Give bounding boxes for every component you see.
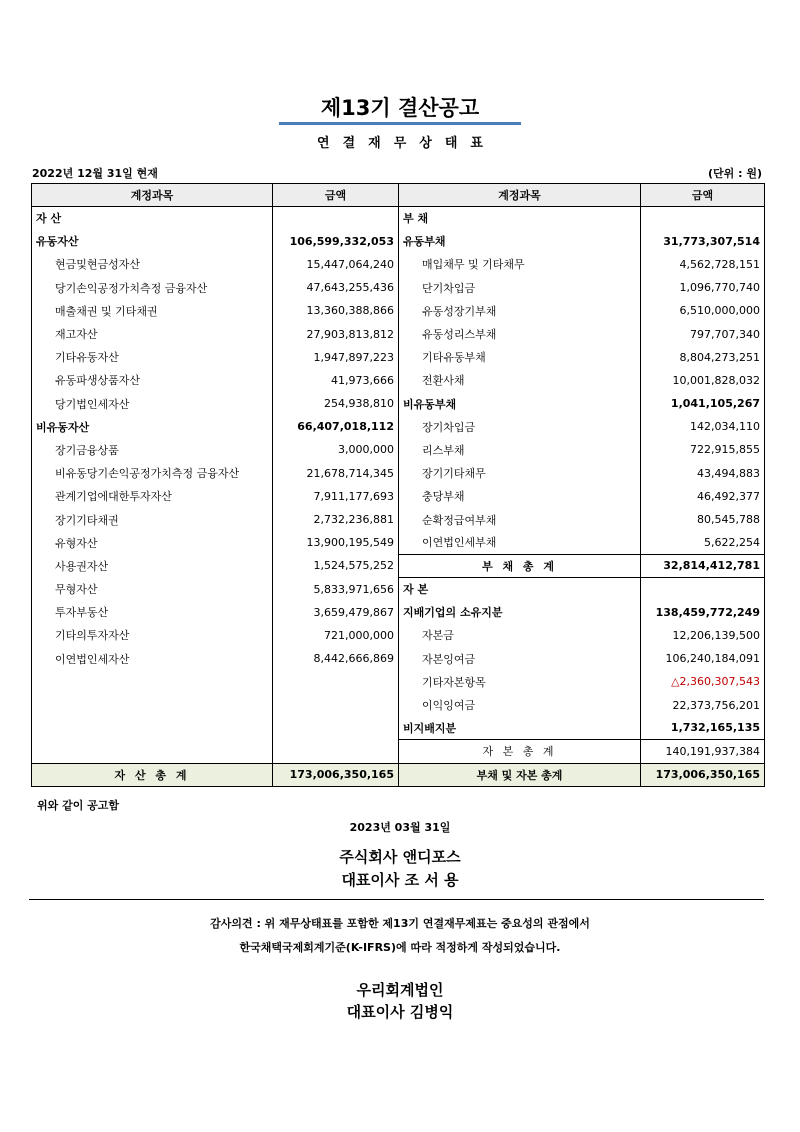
table-row bbox=[32, 670, 765, 693]
table-row bbox=[32, 554, 765, 577]
table-row bbox=[32, 299, 765, 322]
amount-right: 106,240,184,091 bbox=[641, 647, 765, 670]
account-left: 무형자산 bbox=[32, 578, 273, 601]
amount-left: 13,900,195,549 bbox=[273, 531, 399, 554]
account-right: 자본금 bbox=[399, 624, 641, 647]
account-left: 투자부동산 bbox=[32, 601, 273, 624]
table-row bbox=[32, 717, 765, 740]
account-left: 관계기업에대한투자자산 bbox=[32, 485, 273, 508]
account-right: 비지배지분 bbox=[399, 717, 641, 740]
amount-right bbox=[641, 578, 765, 601]
amount-right: 43,494,883 bbox=[641, 462, 765, 485]
amount-right: 6,510,000,000 bbox=[641, 299, 765, 322]
company-ceo: 대표이사 조 서 용 bbox=[341, 871, 459, 889]
amount-left: 1,524,575,252 bbox=[273, 554, 399, 577]
amount-left: 8,442,666,869 bbox=[273, 647, 399, 670]
account-left: 자 산 bbox=[32, 207, 273, 230]
account-left: 당기법인세자산 bbox=[32, 392, 273, 415]
amount-right: 142,034,110 bbox=[641, 415, 765, 438]
table-row bbox=[32, 601, 765, 624]
as-of-date: 2022년 12월 31일 현재 bbox=[32, 167, 158, 180]
account-right: 충당부채 bbox=[399, 485, 641, 508]
amount-left bbox=[273, 717, 399, 740]
amount-right: 10,001,828,032 bbox=[641, 369, 765, 392]
account-right: 단기차입금 bbox=[399, 276, 641, 299]
amount-right: 1,096,770,740 bbox=[641, 276, 765, 299]
amount-right: △2,360,307,543 bbox=[641, 670, 765, 693]
amount-left: 106,599,332,053 bbox=[273, 230, 399, 253]
amount-left bbox=[273, 207, 399, 230]
account-right: 장기차입금 bbox=[399, 415, 641, 438]
account-left: 기타의투자자산 bbox=[32, 624, 273, 647]
company-block bbox=[0, 846, 800, 892]
equity-total-label: 자 본 총 계 bbox=[399, 740, 641, 763]
account-left: 유동파생상품자산 bbox=[32, 369, 273, 392]
table-row bbox=[32, 693, 765, 716]
table-row bbox=[32, 485, 765, 508]
amount-left: 27,903,813,812 bbox=[273, 322, 399, 345]
account-right: 유동성장기부채 bbox=[399, 299, 641, 322]
amount-left: 7,911,177,693 bbox=[273, 485, 399, 508]
table-row bbox=[32, 508, 765, 531]
amount-right: 22,373,756,201 bbox=[641, 693, 765, 716]
unit-label: (단위 : 원) bbox=[708, 167, 762, 180]
equity-total-amount: 140,191,937,384 bbox=[641, 740, 765, 763]
account-right: 비유동부채 bbox=[399, 392, 641, 415]
amount-right: 31,773,307,514 bbox=[641, 230, 765, 253]
account-right: 장기기타채무 bbox=[399, 462, 641, 485]
account-right: 지배기업의 소유지분 bbox=[399, 601, 641, 624]
table-row bbox=[32, 346, 765, 369]
account-right: 자 본 bbox=[399, 578, 641, 601]
account-right: 유동부채 bbox=[399, 230, 641, 253]
header-amount-left: 금액 bbox=[273, 184, 399, 207]
account-left: 재고자산 bbox=[32, 322, 273, 345]
amount-left: 3,000,000 bbox=[273, 438, 399, 461]
account-right: 기타자본항목 bbox=[399, 670, 641, 693]
table-row bbox=[32, 392, 765, 415]
amount-right: 1,732,165,135 bbox=[641, 717, 765, 740]
assets-total-amount: 173,006,350,165 bbox=[273, 763, 399, 786]
account-left: 유형자산 bbox=[32, 531, 273, 554]
amount-left: 254,938,810 bbox=[273, 392, 399, 415]
auditor-ceo: 대표이사 김병익 bbox=[346, 1003, 454, 1021]
account-left: 유동자산 bbox=[32, 230, 273, 253]
amount-left: 41,973,666 bbox=[273, 369, 399, 392]
amount-left bbox=[273, 670, 399, 693]
amount-right bbox=[641, 207, 765, 230]
table-row bbox=[32, 624, 765, 647]
liabilities-total-label: 부 채 총 계 bbox=[399, 554, 641, 577]
account-left: 이연법인세자산 bbox=[32, 647, 273, 670]
table-header bbox=[32, 184, 765, 207]
account-left: 장기금융상품 bbox=[32, 438, 273, 461]
account-right: 유동성리스부채 bbox=[399, 322, 641, 345]
liabilities-equity-total-amount: 173,006,350,165 bbox=[641, 763, 765, 786]
account-left: 당기손익공정가치측정 금융자산 bbox=[32, 276, 273, 299]
amount-right: 1,041,105,267 bbox=[641, 392, 765, 415]
amount-left: 5,833,971,656 bbox=[273, 578, 399, 601]
header-account-right: 계정과목 bbox=[399, 184, 641, 207]
account-right: 부 채 bbox=[399, 207, 641, 230]
table-row bbox=[32, 207, 765, 230]
account-left: 장기기타채권 bbox=[32, 508, 273, 531]
account-left bbox=[32, 717, 273, 740]
table-row bbox=[32, 369, 765, 392]
amount-left: 21,678,714,345 bbox=[273, 462, 399, 485]
table-row bbox=[32, 462, 765, 485]
amount-left: 721,000,000 bbox=[273, 624, 399, 647]
title-underline bbox=[279, 122, 521, 125]
account-left: 비유동당기손익공정가치측정 금융자산 bbox=[32, 462, 273, 485]
page-title: 제13기 결산공고 bbox=[320, 96, 480, 120]
notice-date: 2023년 03월 31일 bbox=[349, 821, 451, 834]
amount-right: 797,707,340 bbox=[641, 322, 765, 345]
table-row bbox=[32, 276, 765, 299]
header-account-left: 계정과목 bbox=[32, 184, 273, 207]
account-left: 현금및현금성자산 bbox=[32, 253, 273, 276]
amount-right: 722,915,855 bbox=[641, 438, 765, 461]
table-row bbox=[32, 253, 765, 276]
account-left bbox=[32, 693, 273, 716]
assets-total-label: 자 산 총 계 bbox=[32, 763, 273, 786]
account-left: 기타유동자산 bbox=[32, 346, 273, 369]
amount-left bbox=[273, 693, 399, 716]
table-row bbox=[32, 415, 765, 438]
audit-line-2: 한국채택국제회계기준(K-IFRS)에 따라 적정하게 작성되었습니다. bbox=[239, 941, 561, 954]
account-right: 매입채무 및 기타채무 bbox=[399, 253, 641, 276]
account-left bbox=[32, 740, 273, 763]
table-row bbox=[32, 740, 765, 763]
amount-right: 80,545,788 bbox=[641, 508, 765, 531]
amount-left: 3,659,479,867 bbox=[273, 601, 399, 624]
amount-right: 4,562,728,151 bbox=[641, 253, 765, 276]
amount-right: 8,804,273,251 bbox=[641, 346, 765, 369]
auditor-block bbox=[0, 979, 800, 1023]
company-name: 주식회사 앤디포스 bbox=[339, 848, 461, 866]
amount-right: 138,459,772,249 bbox=[641, 601, 765, 624]
account-left: 매출채권 및 기타채권 bbox=[32, 299, 273, 322]
account-right: 자본잉여금 bbox=[399, 647, 641, 670]
audit-line-1: 감사의견 : 위 재무상태표를 포함한 제13기 연결재무제표는 중요성의 관점에서 bbox=[210, 917, 590, 930]
table-row bbox=[32, 531, 765, 554]
amount-right: 12,206,139,500 bbox=[641, 624, 765, 647]
table-row bbox=[32, 647, 765, 670]
table-row bbox=[32, 230, 765, 253]
table-row bbox=[32, 578, 765, 601]
amount-left: 13,360,388,866 bbox=[273, 299, 399, 322]
amount-left bbox=[273, 740, 399, 763]
table-row bbox=[32, 322, 765, 345]
account-right: 순확정급여부채 bbox=[399, 508, 641, 531]
audit-opinion bbox=[0, 912, 800, 960]
account-right: 기타유동부채 bbox=[399, 346, 641, 369]
statement-title: 연결재무상태표 bbox=[317, 136, 496, 151]
amount-left: 2,732,236,881 bbox=[273, 508, 399, 531]
amount-left: 47,643,255,436 bbox=[273, 276, 399, 299]
notice-text: 위와 같이 공고함 bbox=[37, 799, 120, 812]
account-left: 비유동자산 bbox=[32, 415, 273, 438]
amount-left: 15,447,064,240 bbox=[273, 253, 399, 276]
grand-total-row bbox=[32, 763, 765, 786]
liabilities-total-amount: 32,814,412,781 bbox=[641, 554, 765, 577]
divider bbox=[29, 899, 764, 900]
account-right: 전환사채 bbox=[399, 369, 641, 392]
account-right: 이연법인세부채 bbox=[399, 531, 641, 554]
amount-right: 46,492,377 bbox=[641, 485, 765, 508]
table-row bbox=[32, 438, 765, 461]
amount-left: 1,947,897,223 bbox=[273, 346, 399, 369]
account-right: 리스부채 bbox=[399, 438, 641, 461]
account-left: 사용권자산 bbox=[32, 554, 273, 577]
amount-right: 5,622,254 bbox=[641, 531, 765, 554]
auditor-firm: 우리회계법인 bbox=[356, 981, 444, 999]
account-left bbox=[32, 670, 273, 693]
liabilities-equity-total-label: 부채 및 자본 총계 bbox=[399, 763, 641, 786]
amount-left: 66,407,018,112 bbox=[273, 415, 399, 438]
account-right: 이익잉여금 bbox=[399, 693, 641, 716]
balance-sheet-table bbox=[31, 183, 765, 787]
header-amount-right: 금액 bbox=[641, 184, 765, 207]
